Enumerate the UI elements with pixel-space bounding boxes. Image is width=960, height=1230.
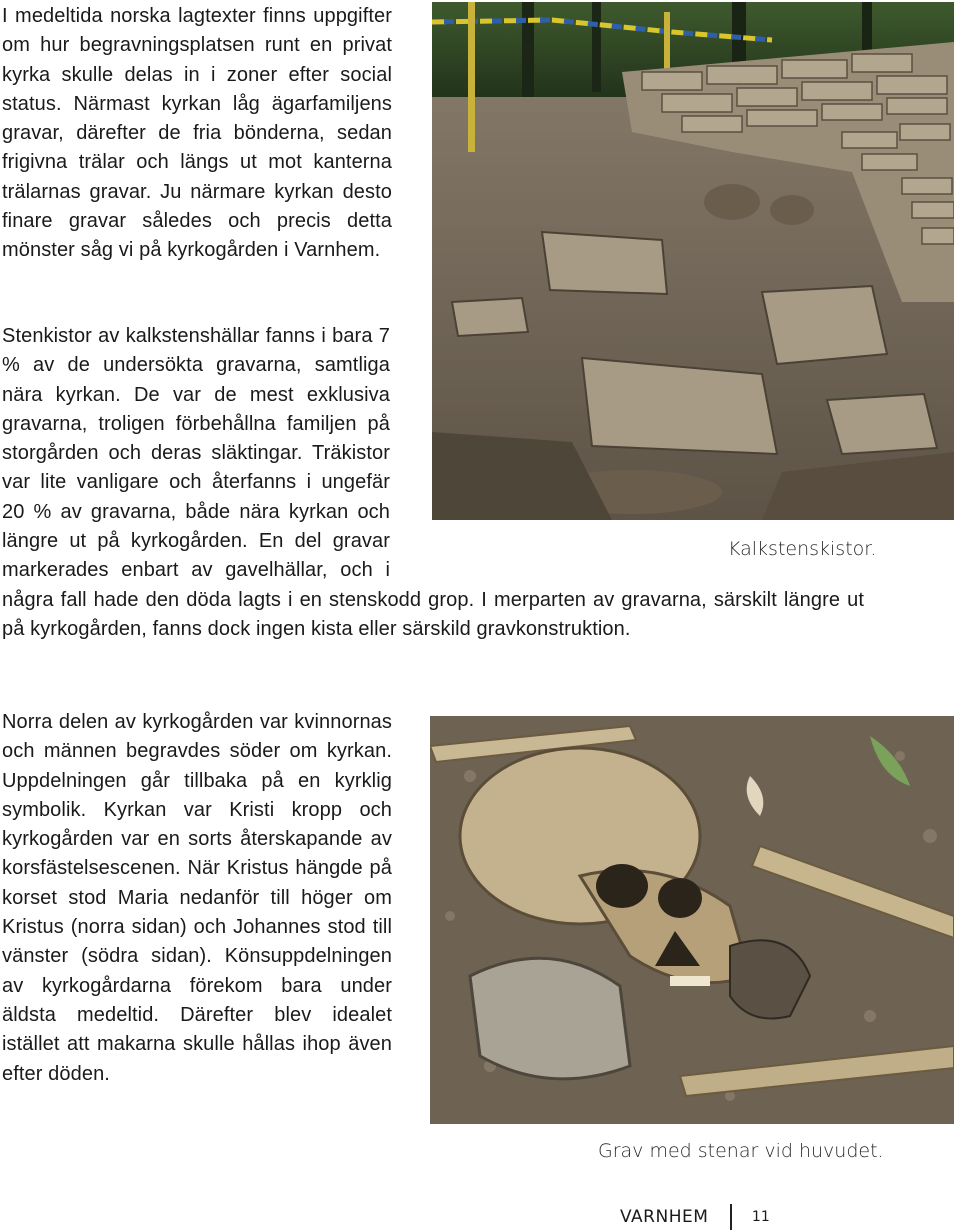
paragraph-gender-division: Norra delen av kyrkogården var kvinnornas och männen begravdes söder om kyrkan. Uppdelningen går tillbaka på en kyrklig symbolik. Kyrkan var Kristi kropp och kyrkogården var en sorts återskapande av korsfästelsescenen. När Kristus hängde på korset stod Maria nedanför till höger om Kristus (norra sidan) och Johannes stod till vänster (södra sidan). Könsuppdelningen av kyrkogårdarna förekom bara under äldsta medeltid. Därefter blev idealet istället att makarna skulle hållas ihop även efter döden.: [2, 711, 392, 1085]
page-number: 11: [751, 1209, 770, 1225]
footer-brand: VARNHEM: [620, 1207, 709, 1227]
caption-skull-grave: Grav med stenar vid huvudet.: [598, 1140, 884, 1162]
footer-divider: [730, 1204, 732, 1230]
paragraph-coffin-types: [2, 322, 864, 644]
paragraph-coffin-types-text: Stenkistor av kalkstenshällar fanns i bara 7 % av de undersökta gravarna, samtliga nära kyrkan. De var de mest exklusiva gravarna, troligen förbehållna familjen på storgården och deras släktingar. Träkistor var lite vanligare och återfanns i ungefär 20 % av gravarna, både nära kyrkan och längre ut på kyrkogården. En del gravar markerades enbart av gavelhällar, och i några fall hade den döda lagts i en stenskodd grop. I merparten av gravarna, särskilt längre ut på kyrkogården, fanns dock ingen kista eller särskild gravkonstruktion.: [2, 325, 864, 640]
caption-stone-coffins: Kalkstenskistor.: [728, 538, 877, 560]
photo-skull-grave: [430, 716, 954, 1124]
page-footer: [620, 1204, 770, 1230]
paragraph-social-zones: I medeltida norska lagtexter finns uppgifter om hur begravningsplatsen runt en privat kyrka skulle delas in i zoner efter social status. Närmast kyrkan låg ägarfamiljens gravar, därefter de fria bönderna, sedan frigivna trälar och längs ut mot kanterna trälarnas gravar. Ju närmare kyrkan desto finare gravar således och precis detta mönster såg vi på kyrkogården i Varnhem.: [2, 5, 392, 262]
